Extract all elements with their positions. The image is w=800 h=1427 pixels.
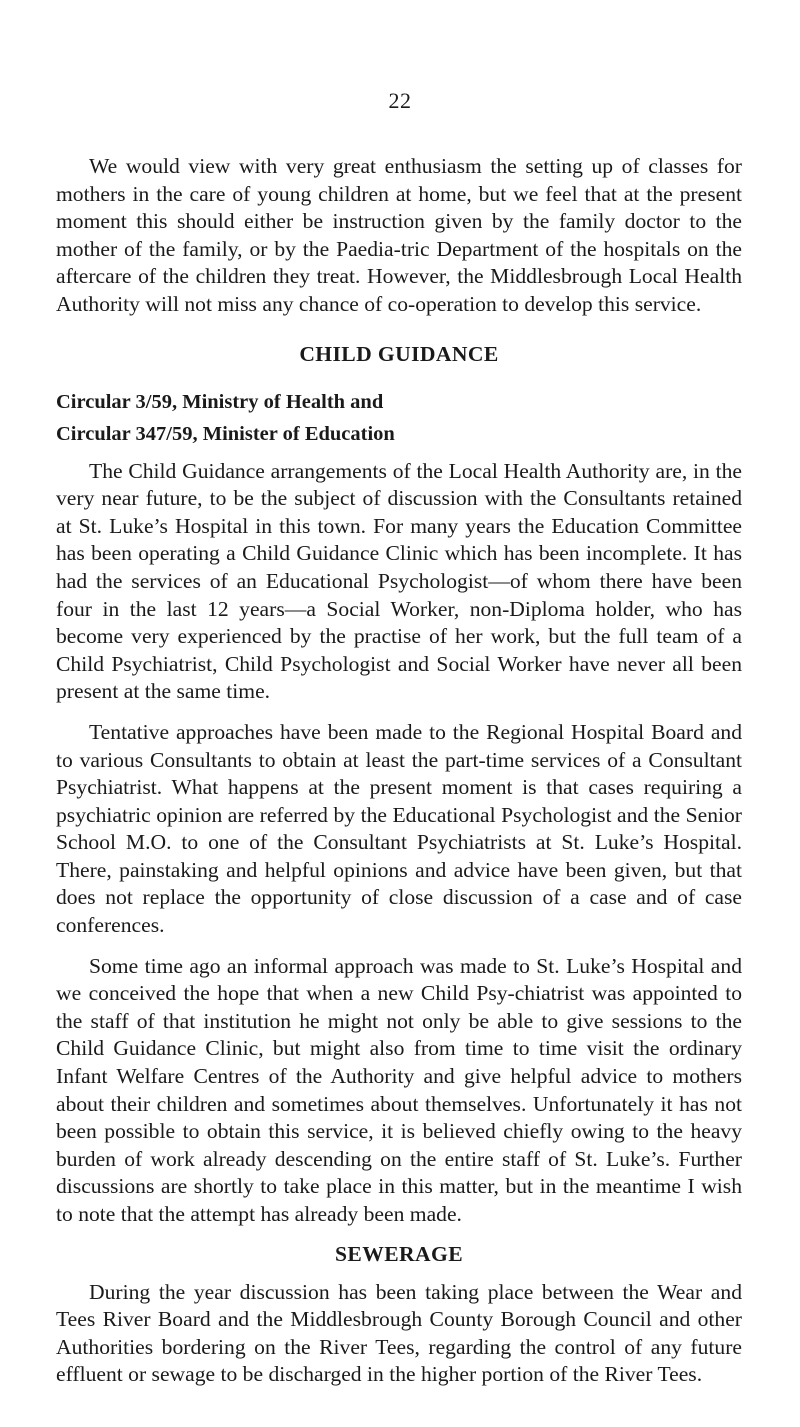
- paragraph-tentative-approaches: Tentative approaches have been made to the Regional Hospital Board and to various Consultants to obtain at least the part-time services of a Consultant Psychiatrist. What happens at the present moment is that cases requiring a psychiatric opinion are referred by the Educational Psychologist and the Senior School M.O. to one of the Consultant Psychiatrists at St. Luke’s Hospital. There, painstaking and helpful opinions and advice have been given, but that does not replace the opportunity of close discussion of a case and of case conferences.: [56, 719, 742, 938]
- paragraph-mothers-classes: We would view with very great enthusiasm the setting up of classes for mothers in the care of young children at home, but we feel that at the present moment this should either be instruction given by the family doctor to the mother of the family, or by the Paedia-tric Department of the hospitals on the aftercare of the children they treat. However, the Middlesbrough Local Health Authority will not miss any chance of co-operation to develop this service.: [56, 154, 742, 316]
- paragraph-sewerage-discussion: During the year discussion has been taking place between the Wear and Tees River Board and the Middlesbrough County Borough Council and other Authorities bordering on the River Tees, regarding the control of any future effluent or sewage to be discharged in the higher portion of the River Tees.: [56, 1279, 742, 1387]
- heading-sewerage: SEWERAGE: [335, 1241, 463, 1266]
- page-number: 22: [388, 88, 412, 113]
- circular-minister-of-education: Circular 347/59, Minister of Education: [56, 422, 395, 445]
- circular-ministry-of-health: Circular 3/59, Ministry of Health and: [56, 390, 384, 413]
- heading-child-guidance: CHILD GUIDANCE: [299, 341, 499, 366]
- paragraph-child-guidance-arrangements: The Child Guidance arrangements of the Local Health Authority are, in the very near future, to be the subject of discussion with the Consultants retained at St. Luke’s Hospital in this town. For many years the Education Committee has been operating a Child Guidance Clinic which has been incomplete. It has had the services of an Educational Psychologist—of whom there have been four in the last 12 years—a Social Worker, non-Diploma holder, who has become very experienced by the practise of her work, but the full team of a Child Psychiatrist, Child Psychologist and Social Worker have never all been present at the same time.: [56, 458, 742, 704]
- paragraph-informal-approach: Some time ago an informal approach was made to St. Luke’s Hospital and we conceived the hope that when a new Child Psy-chiatrist was appointed to the staff of that institution he might not only be able to give sessions to the Child Guidance Clinic, but might also from time to time visit the ordinary Infant Welfare Centres of the Authority and give helpful advice to mothers about their children and sometimes about themselves. Unfortunately it has not been possible to obtain this service, it is believed chiefly owing to the heavy burden of work already descending on the entire staff of St. Luke’s. Further discussions are shortly to take place in this matter, but in the meantime I wish to note that the attempt has already been made.: [56, 953, 742, 1226]
- document-body: [56, 153, 742, 1389]
